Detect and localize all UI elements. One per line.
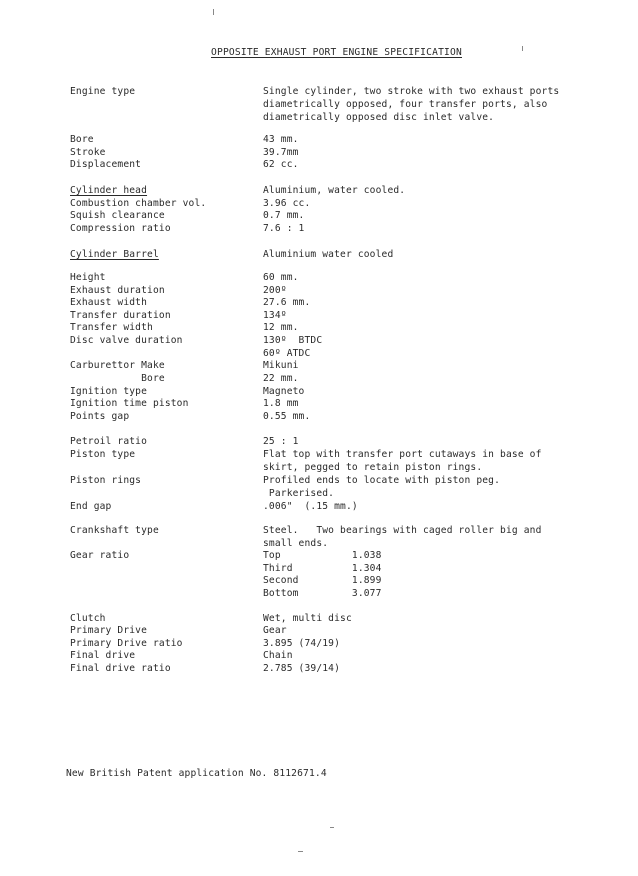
spec-value: Bottom 3.077 — [263, 588, 382, 599]
spec-value: 3.895 (74/19) — [263, 638, 341, 649]
spec-value: Single cylinder, two stroke with two exhaust ports — [263, 86, 560, 97]
spec-value: Aluminium water cooled — [263, 249, 394, 260]
spec-value: 60 mm. — [263, 272, 299, 283]
spec-value: Steel. Two bearings with caged roller big and — [263, 525, 542, 536]
spec-label: Bore — [70, 134, 94, 145]
spec-value: 130º BTDC — [263, 335, 323, 346]
spec-value: Mikuni — [263, 360, 299, 371]
spec-value: skirt, pegged to retain piston rings. — [263, 462, 483, 473]
scan-speck — [298, 851, 303, 852]
spec-label: Stroke — [70, 147, 106, 158]
spec-value: 3.96 cc. — [263, 198, 311, 209]
spec-value: .006" (.15 mm.) — [263, 501, 358, 512]
spec-value: Parkerised. — [263, 488, 335, 499]
spec-value: 12 mm. — [263, 322, 299, 333]
spec-value: 134º — [263, 310, 287, 321]
scan-speck — [522, 46, 523, 51]
scan-speck — [213, 9, 214, 15]
spec-label: Carburettor Make — [70, 360, 165, 371]
spec-label: Exhaust width — [70, 297, 148, 308]
spec-value: 1.8 mm — [263, 398, 299, 409]
spec-label: Primary Drive ratio — [70, 638, 183, 649]
spec-label: Transfer width — [70, 322, 153, 333]
spec-value: small ends. — [263, 538, 329, 549]
spec-value: Flat top with transfer port cutaways in base of — [263, 449, 542, 460]
spec-value: Aluminium, water cooled. — [263, 185, 406, 196]
spec-value: 2.785 (39/14) — [263, 663, 341, 674]
spec-value: Second 1.899 — [263, 575, 382, 586]
spec-value: Magneto — [263, 386, 305, 397]
spec-value: Chain — [263, 650, 293, 661]
spec-label: Clutch — [70, 613, 106, 624]
spec-label: Cylinder Barrel — [70, 249, 159, 260]
spec-label: Combustion chamber vol. — [70, 198, 207, 209]
spec-value: 27.6 mm. — [263, 297, 311, 308]
patent-footer: New British Patent application No. 8112671.4 — [66, 768, 327, 779]
spec-label: Disc valve duration — [70, 335, 183, 346]
spec-label: Engine type — [70, 86, 136, 97]
spec-value: 7.6 : 1 — [263, 223, 305, 234]
spec-value: Gear — [263, 625, 287, 636]
spec-label: Bore — [70, 373, 165, 384]
spec-label: Piston rings — [70, 475, 142, 486]
spec-label: Displacement — [70, 159, 142, 170]
spec-label: Compression ratio — [70, 223, 171, 234]
spec-label: Cylinder head — [70, 185, 148, 196]
spec-value: 60º ATDC — [263, 348, 311, 359]
spec-label: Crankshaft type — [70, 525, 159, 536]
spec-value: Top 1.038 — [263, 550, 382, 561]
spec-label: Final drive ratio — [70, 663, 171, 674]
document-title: OPPOSITE EXHAUST PORT ENGINE SPECIFICATION — [211, 47, 462, 58]
spec-label: Squish clearance — [70, 210, 165, 221]
spec-value: Third 1.304 — [263, 563, 382, 574]
spec-label: End gap — [70, 501, 112, 512]
spec-value: 39.7mm — [263, 147, 299, 158]
spec-value: 62 cc. — [263, 159, 299, 170]
spec-label: Primary Drive — [70, 625, 148, 636]
spec-label: Piston type — [70, 449, 136, 460]
spec-value: 0.55 mm. — [263, 411, 311, 422]
spec-value: 0.7 mm. — [263, 210, 305, 221]
spec-label: Ignition time piston — [70, 398, 189, 409]
spec-value: 25 : 1 — [263, 436, 299, 447]
spec-label: Final drive — [70, 650, 136, 661]
spec-value: 43 mm. — [263, 134, 299, 145]
spec-label: Exhaust duration — [70, 285, 165, 296]
spec-label: Height — [70, 272, 106, 283]
spec-value: diametrically opposed, four transfer ports, also — [263, 99, 548, 110]
scan-speck — [330, 827, 334, 828]
spec-label: Transfer duration — [70, 310, 171, 321]
spec-label: Petroil ratio — [70, 436, 148, 447]
spec-value: 22 mm. — [263, 373, 299, 384]
spec-value: Wet, multi disc — [263, 613, 352, 624]
spec-label: Ignition type — [70, 386, 148, 397]
spec-label: Gear ratio — [70, 550, 130, 561]
spec-value: Profiled ends to locate with piston peg. — [263, 475, 501, 486]
spec-value: diametrically opposed disc inlet valve. — [263, 112, 495, 123]
spec-value: 200º — [263, 285, 287, 296]
spec-label: Points gap — [70, 411, 130, 422]
